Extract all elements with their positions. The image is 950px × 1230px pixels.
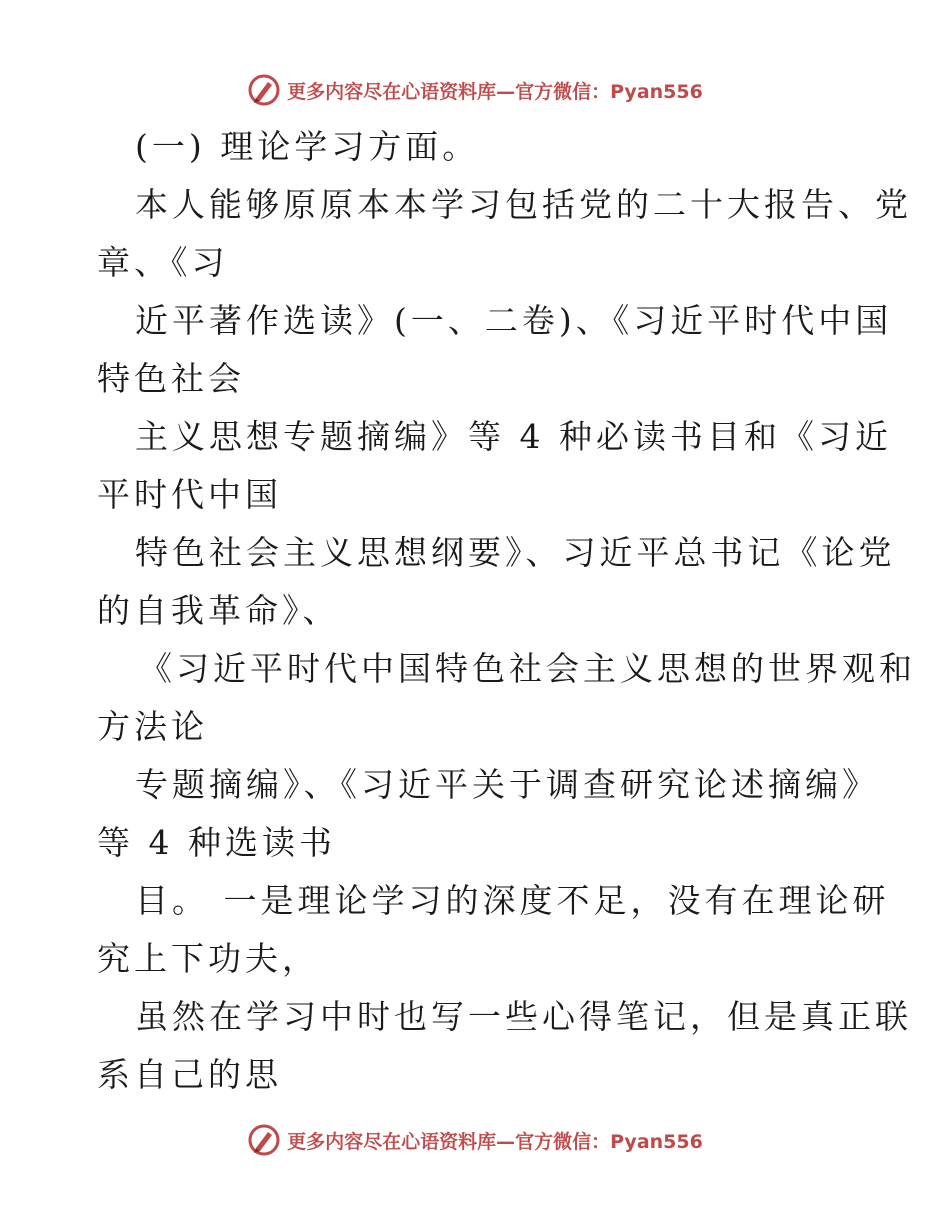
paragraph-line: 本人能够原原本本学习包括党的二十大报告、党 bbox=[135, 185, 912, 224]
paragraph-line: 方法论 bbox=[97, 707, 208, 746]
red-pen-logo-icon bbox=[247, 73, 281, 107]
watermark-banner-bottom bbox=[0, 1120, 950, 1160]
paragraph-line: 特色社会 bbox=[97, 359, 245, 398]
paragraph-line: 系自己的思 bbox=[97, 1055, 282, 1094]
paragraph-line: 《习近平时代中国特色社会主义思想的世界观和 bbox=[139, 649, 916, 688]
paragraph-line: 目。 一是理论学习的深度不足，没有在理论研 bbox=[135, 881, 890, 920]
paragraph-line: 章、《习 bbox=[97, 243, 229, 282]
watermark-text: 更多内容尽在心语资料库—官方微信：Pyan556 bbox=[287, 80, 703, 103]
document-body bbox=[97, 118, 916, 1104]
paragraph-line: 的自我革命》、 bbox=[97, 591, 340, 630]
paragraph-line: 虽然在学习中时也写一些心得笔记，但是真正联 bbox=[135, 997, 912, 1036]
paragraph-line: 近平著作选读》(一、二卷)、《习近平时代中国 bbox=[135, 301, 893, 340]
watermark-text: 更多内容尽在心语资料库—官方微信：Pyan556 bbox=[287, 1130, 703, 1153]
paragraph-line: 特色社会主义思想纲要》、习近平总书记《论党 bbox=[135, 533, 896, 572]
paragraph-line: 等 4 种选读书 bbox=[97, 823, 336, 862]
watermark-banner-top bbox=[0, 70, 950, 110]
paragraph-line: 专题摘编》、《习近平关于调查研究论述摘编》 bbox=[135, 765, 879, 804]
paragraph-line: 平时代中国 bbox=[97, 475, 282, 514]
paragraph-line: 究上下功夫， bbox=[97, 939, 319, 978]
paragraph-line: 主义思想专题摘编》等 4 种必读书目和《习近 bbox=[135, 417, 892, 456]
section-heading: (一) 理论学习方面。 bbox=[135, 127, 480, 166]
red-pen-logo-icon bbox=[247, 1123, 281, 1157]
